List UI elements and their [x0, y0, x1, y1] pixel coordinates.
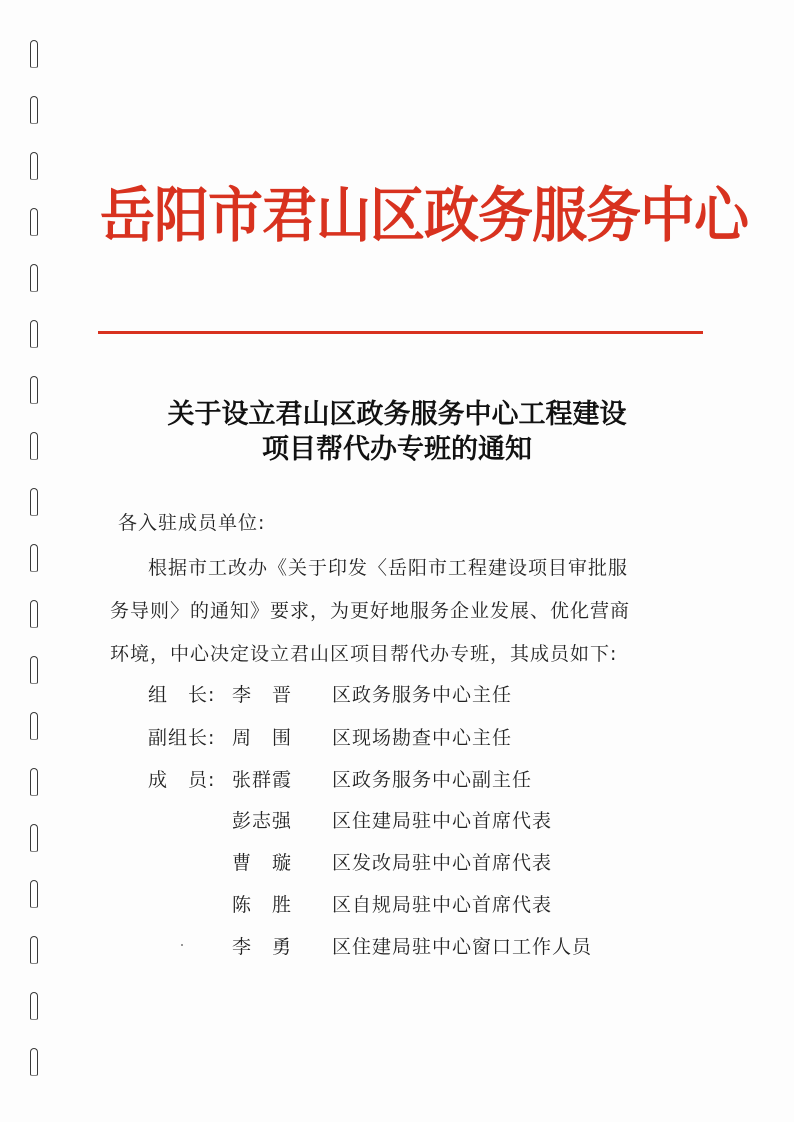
salutation: 各入驻成员单位:: [118, 512, 266, 534]
member-name: 周 围: [232, 727, 293, 749]
member-position: 区自规局驻中心首席代表: [332, 894, 553, 916]
member-name: 彭志强: [232, 810, 293, 832]
member-position: 区现场勘查中心主任: [332, 727, 513, 749]
paragraph-line: 根据市工改办《关于印发〈岳阳市工程建设项目审批服: [148, 557, 629, 579]
member-position: 区住建局驻中心窗口工作人员: [332, 936, 593, 958]
paragraph-line: 环境，中心决定设立君山区项目帮代办专班，其成员如下:: [110, 643, 618, 665]
member-role: 副组长:: [148, 727, 216, 749]
scan-speck: [181, 944, 183, 946]
paragraph-line: 务导则〉的通知》要求，为更好地服务企业发展、优化营商: [110, 600, 631, 622]
member-position: 区政务服务中心副主任: [332, 769, 533, 791]
member-role: 组 长:: [148, 684, 216, 706]
member-name: 李 晋: [232, 684, 293, 706]
member-name: 陈 胜: [232, 894, 293, 916]
member-name: 李 勇: [232, 936, 293, 958]
member-position: 区政务服务中心主任: [332, 684, 513, 706]
document-title-line-1: 关于设立君山区政务服务中心工程建设: [167, 399, 627, 430]
member-position: 区发改局驻中心首席代表: [332, 852, 553, 874]
document-title-line-2: 项目帮代办专班的通知: [262, 434, 532, 465]
organization-header: 岳阳市君山区政务服务中心: [100, 179, 749, 251]
member-role: 成 员:: [148, 769, 216, 791]
member-position: 区住建局驻中心首席代表: [332, 810, 553, 832]
member-name: 曹 璇: [232, 852, 293, 874]
member-name: 张群霞: [232, 769, 293, 791]
